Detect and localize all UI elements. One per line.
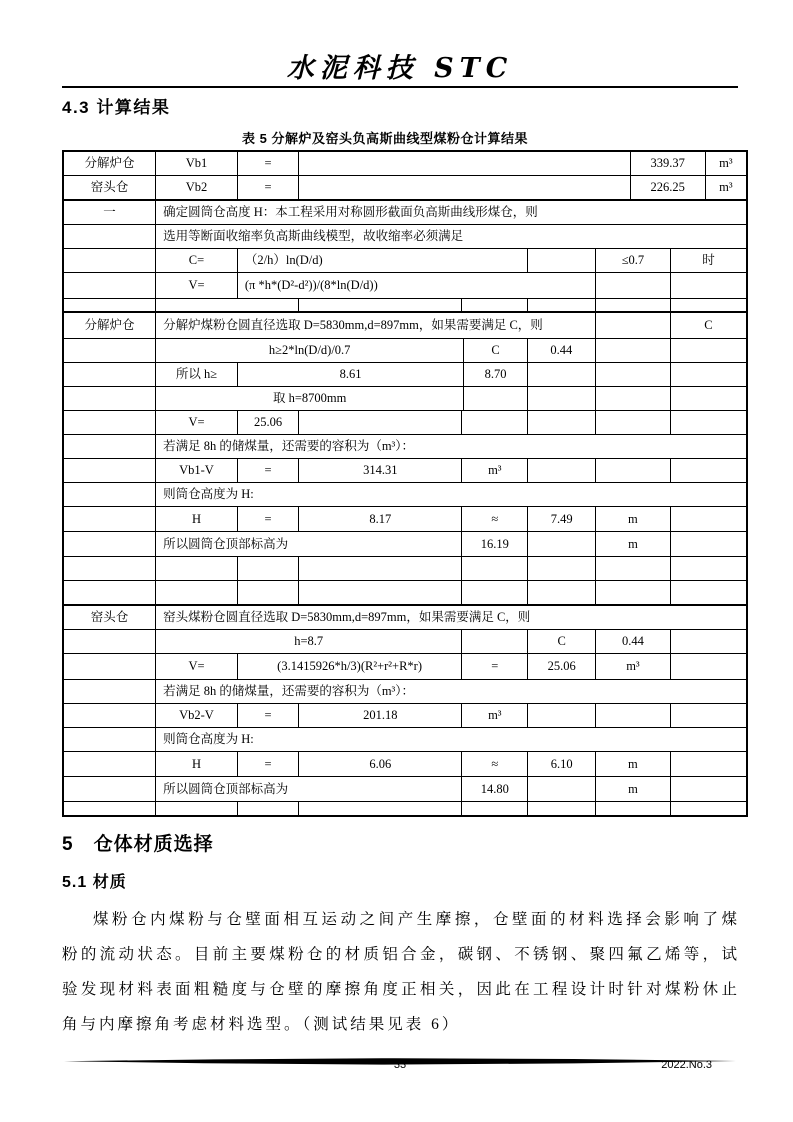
table-cell: 7.49: [528, 507, 596, 531]
table-row: [64, 459, 746, 483]
table-cell: m: [596, 532, 671, 556]
table-cell-empty: [156, 581, 238, 604]
table-cell-empty: [238, 802, 299, 815]
table-cell-empty: [671, 802, 746, 815]
table-cell: 339.37: [631, 152, 706, 175]
table-cell-empty: [64, 581, 156, 604]
table-row: [64, 152, 746, 176]
table-cell-empty: [64, 728, 156, 751]
table-cell-empty: [462, 411, 528, 434]
table-cell: ≈: [462, 507, 528, 531]
table-cell: 分解炉煤粉仓圆直径选取 D=5830mm,d=897mm，如果需要满足 C，则: [156, 313, 596, 338]
table-cell-empty: [596, 704, 671, 727]
table-cell: =: [238, 704, 299, 727]
table-row: [64, 176, 746, 200]
table-row: [64, 363, 746, 387]
table-cell-empty: [671, 557, 746, 580]
table-cell-empty: [462, 802, 528, 815]
table-row: [64, 339, 746, 363]
table-cell-empty: [64, 435, 156, 458]
table-cell-empty: [671, 459, 746, 482]
table-cell-empty: [596, 581, 671, 604]
table-cell-empty: [64, 411, 156, 434]
table-cell-empty: [671, 387, 746, 410]
table-cell: 窑头仓: [64, 606, 156, 629]
table-cell: 6.10: [528, 752, 596, 776]
table-cell-empty: [64, 225, 156, 248]
table-cell-empty: [528, 557, 596, 580]
table-row: [64, 273, 746, 299]
table-cell-empty: [596, 363, 671, 386]
table-cell-empty: [596, 387, 671, 410]
table-cell-empty: [671, 630, 746, 653]
table-row: [64, 411, 746, 435]
table-cell: 窑头仓: [64, 176, 156, 199]
table-cell-empty: [596, 411, 671, 434]
table-cell-empty: [528, 249, 596, 272]
table-cell-empty: [596, 339, 671, 362]
table-cell-empty: [64, 273, 156, 298]
table-cell: =: [462, 654, 528, 679]
table-cell-empty: [64, 704, 156, 727]
table-cell: 25.06: [238, 411, 299, 434]
table-cell: Vb2-V: [156, 704, 238, 727]
table-cell-empty: [528, 704, 596, 727]
table-cell-empty: [156, 557, 238, 580]
table-row: [64, 249, 746, 273]
section-heading-5: 5 仓体材质选择: [62, 834, 214, 855]
table-cell: H: [156, 507, 238, 531]
table-cell-empty: [671, 581, 746, 604]
table-row: [64, 532, 746, 557]
table-cell: m³: [596, 654, 671, 679]
table-cell-empty: [671, 339, 746, 362]
table-cell-empty: [596, 273, 671, 298]
table-row: [64, 680, 746, 704]
table-cell-empty: [462, 299, 528, 311]
table-row: [64, 435, 746, 459]
table-cell: m³: [462, 704, 528, 727]
table-cell-empty: [464, 387, 527, 410]
table-cell: =: [238, 176, 299, 199]
table-cell: 6.06: [299, 752, 462, 776]
table-row: [64, 630, 746, 654]
table-row: [64, 728, 746, 752]
table-cell-empty: [64, 299, 156, 311]
table-cell: V=: [156, 411, 238, 434]
table-row: [64, 605, 746, 630]
table-cell: m³: [719, 156, 733, 171]
table-cell: Vb1: [156, 152, 238, 175]
body-paragraph: 煤粉仓内煤粉与仓壁面相互运动之间产生摩擦，仓壁面的材料选择会影响了煤粉的流动状态。目前主要煤粉仓的材质铝合金，碳钢、不锈钢、聚四氟乙烯等，试验发现材料表面粗糙度与仓壁的摩擦角度正相关，因此在工程设计时针对煤粉休止角与内摩擦角考虑材料选型。（测试结果见表 6）: [62, 911, 740, 1033]
table-cell-empty: [671, 273, 746, 298]
table-cell-empty: [299, 557, 462, 580]
table-cell: C: [464, 339, 527, 362]
table-cell: 0.44: [528, 339, 596, 362]
issue-label: 2022.No.3: [661, 1059, 712, 1071]
table-cell-empty: [64, 630, 156, 653]
table-cell-empty: [528, 777, 596, 801]
table-cell-empty: [64, 459, 156, 482]
table-cell: (π *h*(D²-d²))/(8*ln(D/d)): [238, 273, 596, 298]
table-cell: C=: [156, 249, 238, 272]
table-cell-empty: [64, 557, 156, 580]
table-cell-empty: [64, 752, 156, 776]
table-row: [64, 507, 746, 532]
table-cell: C: [704, 318, 713, 333]
header-rule: [62, 86, 738, 88]
table-cell: ≈: [462, 752, 528, 776]
table-cell-empty: [238, 581, 299, 604]
table-cell: 所以圆筒仓顶部标高为: [156, 777, 462, 801]
table-cell: 分解炉仓: [64, 152, 156, 175]
table-cell-empty: [528, 387, 596, 410]
table-cell: Vb1-V: [156, 459, 238, 482]
table-cell-empty: [299, 176, 630, 199]
page-footer: [62, 1059, 738, 1075]
table-cell-empty: [671, 507, 746, 531]
table-cell: h≥2*ln(D/d)/0.7: [156, 339, 464, 362]
table-cell-empty: [671, 777, 746, 801]
table-cell-empty: [64, 777, 156, 801]
table-row: [64, 387, 746, 411]
table-row: [64, 704, 746, 728]
table-cell: 226.25: [631, 176, 706, 199]
table-cell-empty: [156, 802, 238, 815]
table-cell: 窑头煤粉仓圆直径选取 D=5830mm,d=897mm，如果需要满足 C，则: [163, 610, 531, 625]
table-cell-empty: [299, 152, 630, 175]
table-cell-empty: [238, 557, 299, 580]
table-cell: m: [596, 507, 671, 531]
table-cell: ≤0.7: [596, 249, 671, 272]
table-cell-empty: [64, 507, 156, 531]
table-cell-empty: [671, 411, 746, 434]
table-cell: 分解炉仓: [64, 313, 156, 338]
table-row: [64, 299, 746, 312]
table-cell: 选用等断面收缩率负高斯曲线模型，故收缩率必须满足: [163, 229, 464, 244]
table-row: [64, 654, 746, 680]
table-cell: 201.18: [299, 704, 462, 727]
table-cell-empty: [528, 363, 596, 386]
table-cell-empty: [671, 654, 746, 679]
table-cell: 时: [702, 253, 715, 268]
table-cell: 0.44: [596, 630, 671, 653]
table-cell: 8.17: [299, 507, 462, 531]
table-cell: 确定圆筒仓高度 H：本工程采用对称圆形截面负高斯曲线形煤仓，则: [163, 205, 538, 220]
table-row: [64, 225, 746, 249]
table-cell-empty: [64, 532, 156, 556]
table-caption: 表 5 分解炉及窑头负高斯曲线型煤粉仓计算结果: [242, 131, 528, 146]
table-cell: 8.61: [238, 363, 464, 386]
table-cell-empty: [462, 581, 528, 604]
table-row: [64, 483, 746, 507]
table-cell-empty: [596, 802, 671, 815]
table-cell-empty: [528, 459, 596, 482]
journal-title: 水泥科技 STC: [286, 53, 514, 84]
table-cell-empty: [64, 802, 156, 815]
table-cell-empty: [671, 752, 746, 776]
table-row: [64, 312, 746, 339]
table-cell-empty: [64, 680, 156, 703]
table-cell: =: [238, 459, 299, 482]
table-cell-empty: [156, 299, 299, 311]
table-cell-empty: [64, 339, 156, 362]
table-cell: h=8.7: [156, 630, 462, 653]
table-cell: 则筒仓高度为 H:: [163, 487, 254, 502]
table-cell-empty: [299, 581, 462, 604]
table-cell-empty: [64, 654, 156, 679]
table-cell-empty: [528, 411, 596, 434]
table-cell: 25.06: [528, 654, 596, 679]
table-cell-empty: [64, 387, 156, 410]
table-cell: （2/h）ln(D/d): [238, 249, 529, 272]
table-cell: 8.70: [464, 363, 527, 386]
table-cell: 一: [64, 201, 156, 224]
table-row: [64, 752, 746, 777]
table-cell-empty: [299, 299, 462, 311]
table-cell-empty: [64, 249, 156, 272]
table-cell: C: [528, 630, 596, 653]
table-cell-empty: [299, 802, 462, 815]
table-cell-empty: [528, 532, 596, 556]
table-cell: 取 h=8700mm: [156, 387, 464, 410]
table-cell: 所以 h≥: [156, 363, 238, 386]
table-row: [64, 557, 746, 581]
table-row: [64, 802, 746, 815]
table-cell: =: [238, 752, 299, 776]
table-cell-empty: [671, 299, 746, 311]
table-cell-empty: [299, 411, 462, 434]
table-row: [64, 581, 746, 605]
table-cell: 则筒仓高度为 H:: [163, 732, 254, 747]
page-number: 33: [393, 1059, 407, 1071]
table-cell-empty: [528, 299, 596, 311]
table-cell-empty: [528, 581, 596, 604]
table-cell: m: [596, 777, 671, 801]
table-cell: 所以圆筒仓顶部标高为: [156, 532, 462, 556]
table-cell-empty: [596, 557, 671, 580]
calc-table: [62, 150, 748, 817]
section-heading-5-1: 5.1 材质: [62, 874, 127, 891]
table-cell: H: [156, 752, 238, 776]
table-cell-empty: [596, 299, 671, 311]
table-cell: 若满足 8h 的储煤量，还需要的容积为（m³）：: [163, 439, 415, 454]
table-cell-empty: [64, 483, 156, 506]
table-row: [64, 200, 746, 225]
table-cell: V=: [156, 273, 238, 298]
table-cell: 16.19: [462, 532, 528, 556]
table-cell-empty: [64, 363, 156, 386]
table-cell: 314.31: [299, 459, 462, 482]
table-cell-empty: [596, 313, 671, 338]
table-cell: m: [596, 752, 671, 776]
table-cell: 14.80: [462, 777, 528, 801]
table-cell-empty: [671, 704, 746, 727]
table-cell: m³: [719, 180, 733, 195]
table-cell: m³: [462, 459, 528, 482]
table-cell: 若满足 8h 的储煤量，还需要的容积为（m³）：: [163, 684, 415, 699]
table-cell-empty: [671, 363, 746, 386]
table-cell: Vb2: [156, 176, 238, 199]
table-cell-empty: [528, 802, 596, 815]
table-cell-empty: [671, 532, 746, 556]
table-cell: (3.1415926*h/3)(R²+r²+R*r): [238, 654, 462, 679]
table-cell-empty: [462, 630, 528, 653]
table-cell: =: [238, 507, 299, 531]
section-heading-4-3: 4.3 计算结果: [62, 98, 171, 117]
table-cell-empty: [462, 557, 528, 580]
table-cell: V=: [156, 654, 238, 679]
table-cell: =: [238, 152, 299, 175]
table-cell-empty: [596, 459, 671, 482]
table-row: [64, 777, 746, 802]
